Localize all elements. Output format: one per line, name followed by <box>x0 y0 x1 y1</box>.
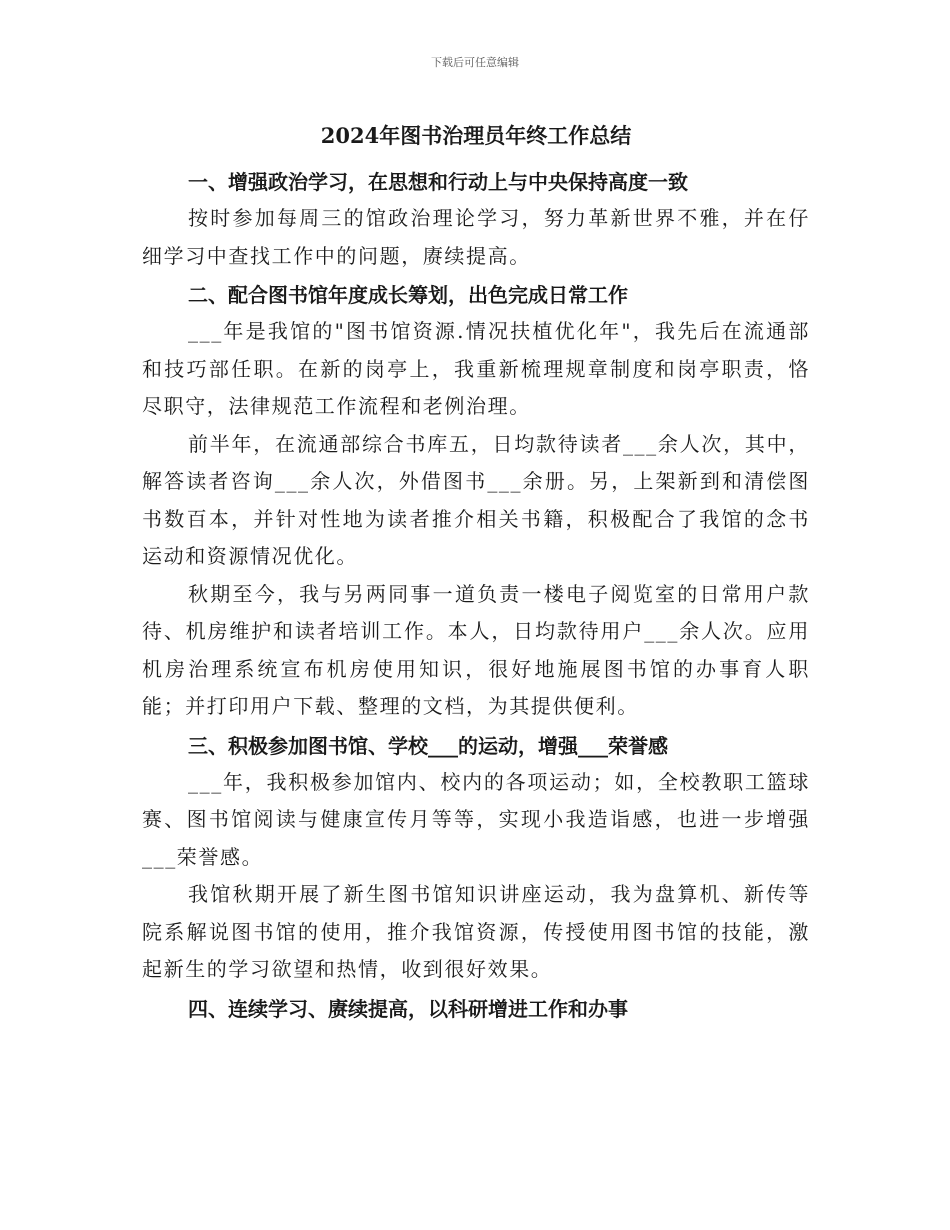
paragraph: 前半年，在流通部综合书库五，日均款待读者___余人次，其中，解答读者咨询___余人次，外借图书___余册。另，上架新到和清偿图书数百本，并针对性地为读者推介相关书籍，积极配合了我馆的念书运动和资源情况优化。 <box>142 431 810 568</box>
section-heading: 四、连续学习、赓续提高，以科研增进工作和办事 <box>188 996 628 1021</box>
section-4 <box>142 991 810 1027</box>
section-heading: 二、配合图书馆年度成长筹划，出色完成日常工作 <box>188 283 628 307</box>
paragraph: ___年，我积极参加馆内、校内的各项运动；如，全校教职工篮球赛、图书馆阅读与健康宣传月等等，实现小我造诣感，也进一步增强___荣誉感。 <box>142 769 810 869</box>
section-2 <box>142 277 810 726</box>
section-heading: 一、增强政治学习，在思想和行动上与中央保持高度一致 <box>188 170 688 194</box>
document-body <box>142 118 810 1027</box>
paragraph: 我馆秋期开展了新生图书馆知识讲座运动，我为盘算机、新传等院系解说图书馆的使用，推介我馆资源，传授使用图书馆的技能，激起新生的学习欲望和热情，收到很好效果。 <box>142 882 810 981</box>
paragraph: 按时参加每周三的馆政治理论学习，努力革新世界不雅，并在仔细学习中查找工作中的问题，赓续提高。 <box>142 206 810 268</box>
paragraph: ___年是我馆的"图书馆资源.情况扶植优化年"，我先后在流通部和技巧部任职。在新的岗亭上，我重新梳理规章制度和岗亭职责，恪尽职守，法律规范工作流程和老例治理。 <box>142 319 810 418</box>
header-note: 下载后可任意编辑 <box>431 56 519 69</box>
section-1 <box>142 164 810 275</box>
paragraph: 秋期至今，我与另两同事一道负责一楼电子阅览室的日常用户款待、机房维护和读者培训工作。本人，日均款待用户___余人次。应用机房治理系统宣布机房使用知识，很好地施展图书馆的办事育人职能；并打印用户下载、整理的文档，为其提供便利。 <box>142 581 810 718</box>
document-title: 2024年图书治理员年终工作总结 <box>320 123 632 148</box>
section-heading: 三、积极参加图书馆、学校___的运动，增强___荣誉感 <box>188 733 668 758</box>
section-3 <box>142 728 810 989</box>
